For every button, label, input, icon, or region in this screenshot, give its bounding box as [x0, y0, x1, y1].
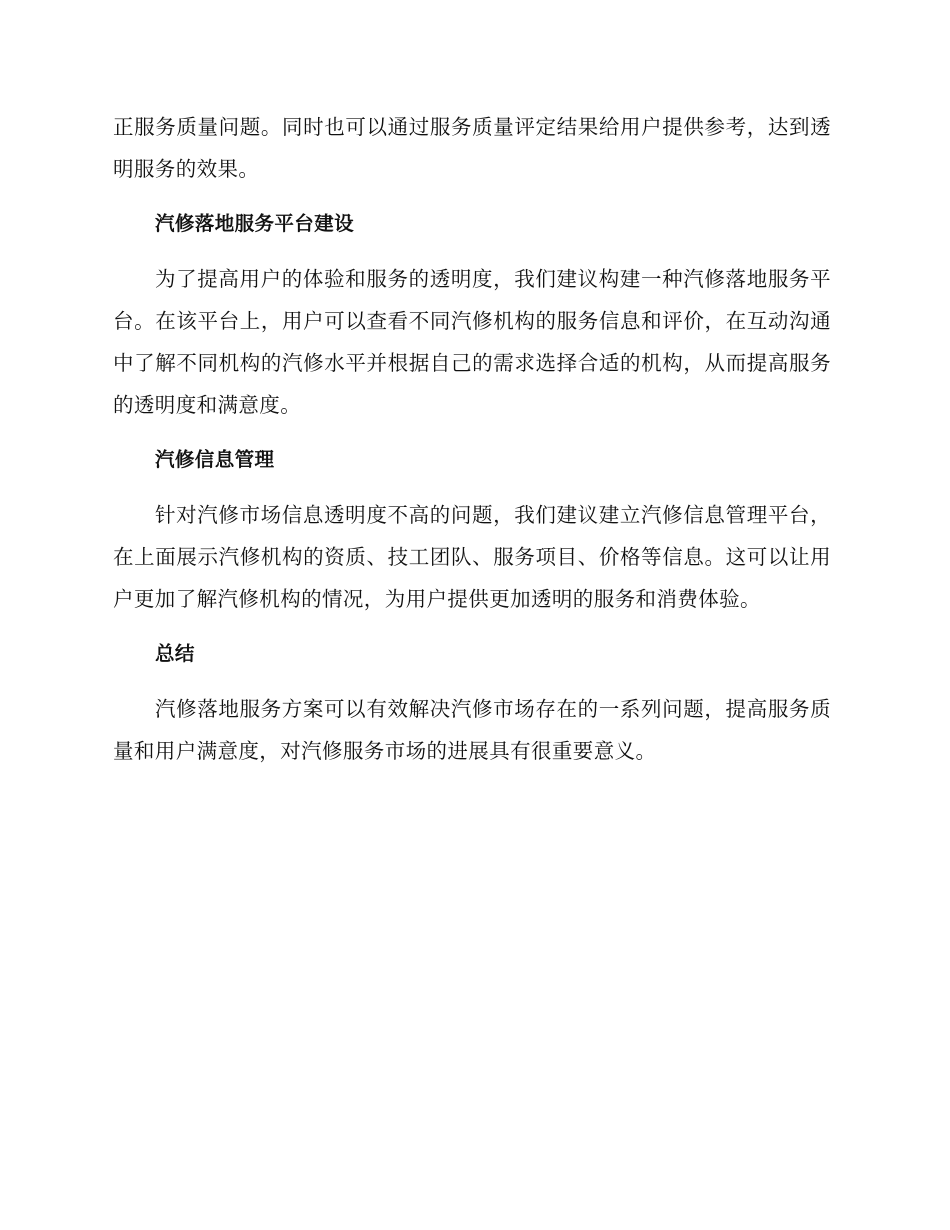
section-paragraph-platform: 为了提高用户的体验和服务的透明度，我们建议构建一种汽修落地服务平台。在该平台上，用户可以查看不同汽修机构的服务信息和评价，在互动沟通中了解不同机构的汽修水平并根据自己的需求选择合适的机构，从而提高服务的透明度和满意度。: [113, 267, 831, 417]
section-paragraph-summary: 汽修落地服务方案可以有效解决汽修市场存在的一系列问题，提高服务质量和用户满意度，对汽修服务市场的进展具有很重要意义。: [113, 697, 831, 763]
section-heading-platform: 汽修落地服务平台建设: [155, 212, 355, 235]
section-heading-info-management: 汽修信息管理: [155, 448, 275, 471]
section-heading-summary: 总结: [155, 642, 195, 665]
document-body: [113, 106, 831, 785]
section-paragraph-info-management: 针对汽修市场信息透明度不高的问题，我们建议建立汽修信息管理平台，在上面展示汽修机构的资质、技工团队、服务项目、价格等信息。这可以让用户更加了解汽修机构的情况，为用户提供更加透明的服务和消费体验。: [113, 503, 831, 611]
continuation-paragraph: 正服务质量问题。同时也可以通过服务质量评定结果给用户提供参考，达到透明服务的效果。: [113, 115, 831, 181]
